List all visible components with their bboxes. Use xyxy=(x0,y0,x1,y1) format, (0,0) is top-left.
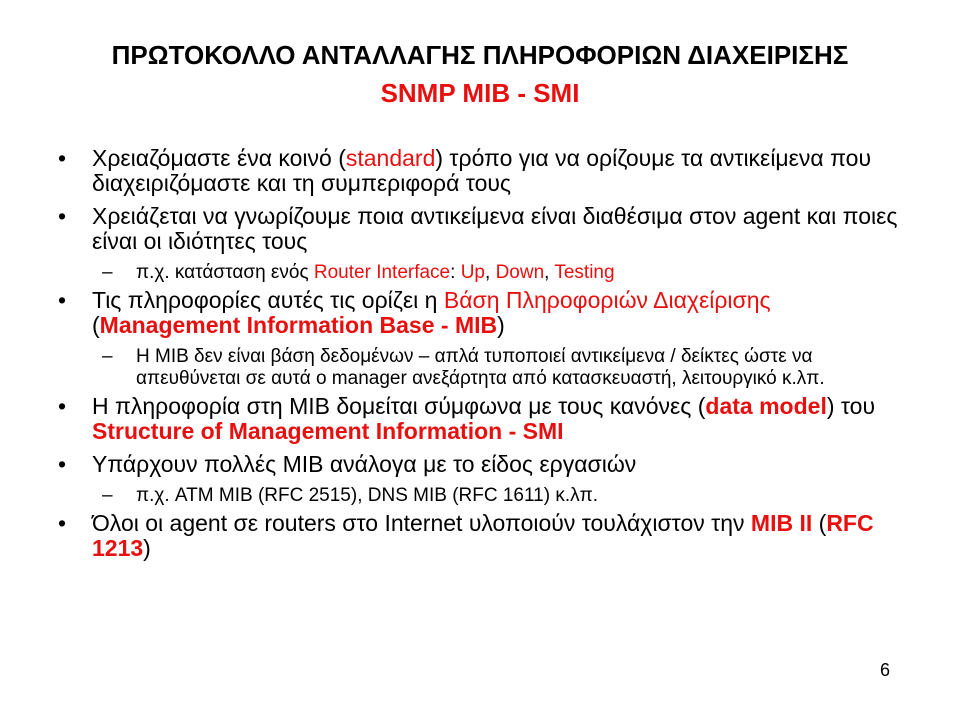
bullet-text-segment: ) του xyxy=(826,393,876,419)
sub-bullet-text-segment: Down xyxy=(495,262,545,283)
sub-bullet-text-segment: : xyxy=(450,262,461,283)
sub-bullet-dash-icon: – xyxy=(102,346,113,367)
bullet-item xyxy=(58,452,918,477)
bullet-dot-icon: • xyxy=(58,203,67,229)
sub-bullet-item xyxy=(58,346,918,390)
sub-bullet-text-segment: π.χ. ATM MIB (RFC 2515), DNS MIB (RFC 1611) κ.λπ. xyxy=(136,485,598,506)
sub-bullet-text-segment: Router Interface xyxy=(313,262,451,283)
bullet-item xyxy=(58,204,918,254)
slide-title xyxy=(0,36,960,112)
sub-bullet-text-segment: π.χ. κατάσταση ενός xyxy=(136,262,314,283)
bullet-text-segment: MIB II xyxy=(750,510,813,536)
bullet-text-segment: Η πληροφορία στη MIB δομείται σύμφωνα με τους κανόνες ( xyxy=(92,393,706,419)
sub-bullet-text-segment: Testing xyxy=(554,262,615,283)
bullet-text-segment: Βάση Πληροφοριών Διαχείρισης xyxy=(443,287,771,313)
bullet-item xyxy=(58,394,918,444)
bullet-dot-icon: • xyxy=(58,451,67,477)
title-line-1: ΠΡΩΤΟΚΟΛΛΟ ΑΝΤΑΛΛΑΓΗΣ ΠΛΗΡΟΦΟΡΙΩΝ ΔΙΑΧΕΙΡΙΣΗΣ xyxy=(111,40,849,70)
bullet-text-segment: Χρειάζεται να γνωρίζουμε ποια αντικείμενα είναι διαθέσιμα στον agent και ποιες είναι οι ιδιότητες τους xyxy=(92,203,898,254)
bullet-text-segment: Management Information Base - MIB xyxy=(99,312,498,338)
sub-bullet-item xyxy=(58,262,918,284)
bullet-text-segment: Τις πληροφορίες αυτές τις ορίζει η xyxy=(92,287,444,313)
bullet-text-segment: data model xyxy=(705,393,827,419)
bullet-text-segment: ) xyxy=(143,535,151,561)
bullet-text-segment: ) τρόπο για να ορίζουμε τα αντικείμενα που διαχειριζόμαστε και τη συμπεριφορά τους xyxy=(92,145,872,196)
sub-bullet-item xyxy=(58,485,918,507)
sub-bullet-text-segment: Η MIB δεν είναι βάση δεδομένων – απλά τυποποιεί αντικείμενα / δείκτες ώστε να απευθύνεται σε αυτά ο manager ανεξάρτητα από κατασκευαστή, λειτουργικό κ.λπ. xyxy=(136,346,825,389)
bullet-list xyxy=(58,146,918,569)
sub-bullet-text-segment: Up xyxy=(460,262,485,283)
sub-bullet-dash-icon: – xyxy=(102,262,113,283)
bullet-text-segment: ( xyxy=(812,510,827,536)
bullet-text-segment: Χρειαζόμαστε ένα κοινό ( xyxy=(92,145,346,171)
bullet-text-segment: ) xyxy=(497,312,505,338)
bullet-text-segment: standard xyxy=(345,145,436,171)
bullet-item xyxy=(58,146,918,196)
bullet-dot-icon: • xyxy=(58,287,67,313)
bullet-text-segment: Υπάρχουν πολλές MIB ανάλογα με το είδος εργασιών xyxy=(92,451,637,477)
page-number: 6 xyxy=(880,660,891,680)
bullet-item xyxy=(58,288,918,338)
bullet-text-segment: RFC 1213 xyxy=(92,510,874,561)
bullet-dot-icon: • xyxy=(58,145,67,171)
bullet-text-segment: Structure of Management Information - SMI xyxy=(92,418,564,444)
bullet-text-segment: Όλοι οι agent σε routers στο Internet υλοποιούν τουλάχιστον την xyxy=(92,510,751,536)
sub-bullet-dash-icon: – xyxy=(102,485,113,506)
bullet-text-segment: ( xyxy=(92,312,100,338)
sub-bullet-text-segment: , xyxy=(544,262,555,283)
sub-bullet-text-segment: , xyxy=(485,262,496,283)
bullet-dot-icon: • xyxy=(58,510,67,536)
bullet-item xyxy=(58,511,918,561)
title-line-2: SNMP MIB - SMI xyxy=(380,78,580,108)
bullet-dot-icon: • xyxy=(58,393,67,419)
